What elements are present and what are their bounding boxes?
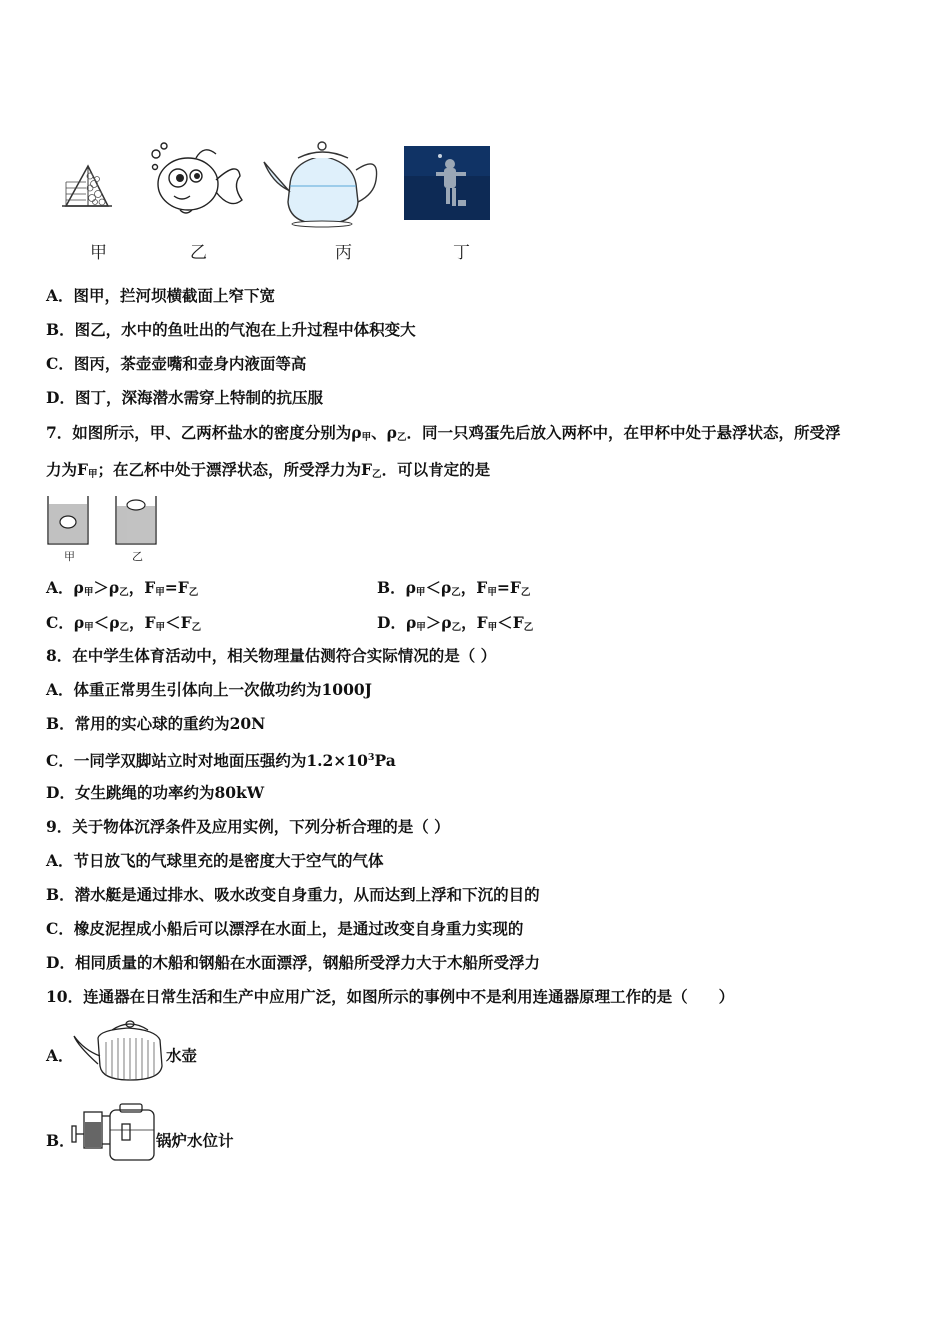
q9-option-b: B．潜水艇是通过排水、吸水改变自身重力，从而达到上浮和下沉的目的 xyxy=(46,885,540,904)
caption-jia: 甲 xyxy=(90,243,107,263)
q7-option-b: B．$\rho_甲<\rho_乙$，$F_甲=F_乙$ xyxy=(377,578,531,598)
q10-option-b-letter: B． xyxy=(46,1131,75,1150)
q9-stem: 9．关于物体沉浮条件及应用实例，下列分析合理的是（ ） xyxy=(46,817,450,836)
beaker-figure xyxy=(44,492,174,564)
dam-figure xyxy=(62,162,112,208)
boiler-gauge-figure xyxy=(70,1100,160,1164)
kettle-figure xyxy=(72,1016,168,1084)
q8-option-d: D．女生跳绳的功率约为80kW xyxy=(46,783,265,802)
q8-option-a: A．体重正常男生引体向上一次做功约为1000J xyxy=(46,680,373,699)
q8-stem: 8．在中学生体育活动中，相关物理量估测符合实际情况的是（ ） xyxy=(46,646,497,665)
q9-option-d: D．相同质量的木船和钢船在水面漂浮，钢船所受浮力大于木船所受浮力 xyxy=(46,953,540,972)
beaker-label-jia: 甲 xyxy=(64,550,75,563)
caption-bing: 丙 xyxy=(335,243,352,263)
q9-option-c: C．橡皮泥捏成小船后可以漂浮在水面上，是通过改变自身重力实现的 xyxy=(46,919,524,938)
q7-option-a: A．$\rho_甲>\rho_乙$，$F_甲=F_乙$ xyxy=(46,578,199,598)
beaker-label-yi: 乙 xyxy=(132,550,143,563)
caption-yi: 乙 xyxy=(190,243,207,263)
q6-option-b: B．图乙，水中的鱼吐出的气泡在上升过程中体积变大 xyxy=(46,320,416,339)
q7-stem-line1: 7．如图所示，甲、乙两杯盐水的密度分别为$\rho_甲$、$\rho_乙$．同一只鸡蛋先后放入两杯中，在甲杯中处于悬浮状态，所受浮 xyxy=(46,423,841,443)
q7-stem-line2: 力为$F_甲$；在乙杯中处于漂浮状态，所受浮力为$F_乙$．可以肯定的是 xyxy=(46,460,491,480)
q6-option-c: C．图丙，茶壶壶嘴和壶身内液面等高 xyxy=(46,354,307,373)
q7-option-d: D．$\rho_甲>\rho_乙$，$F_甲<F_乙$ xyxy=(377,613,534,633)
q8-option-b: B．常用的实心球的重约为20N xyxy=(46,714,266,733)
q9-option-a: A．节日放飞的气球里充的是密度大于空气的气体 xyxy=(46,851,384,870)
q10-option-a-letter: A． xyxy=(46,1046,74,1065)
q10-option-b-label: 锅炉水位计 xyxy=(156,1131,234,1150)
q10-stem: 10．连通器在日常生活和生产中应用广泛，如图所示的事例中不是利用连通器原理工作的是（ ） xyxy=(46,987,735,1006)
diver-photo xyxy=(404,146,490,220)
q7-option-c: C．$\rho_甲<\rho_乙$，$F_甲<F_乙$ xyxy=(46,613,202,633)
q6-option-d: D．图丁，深海潜水需穿上特制的抗压服 xyxy=(46,388,323,407)
q8-option-c: C．一同学双脚站立时对地面压强约为$1.2\times 10^3Pa$ xyxy=(46,751,396,770)
caption-ding: 丁 xyxy=(453,243,470,263)
fish-figure xyxy=(146,140,246,216)
q10-option-a-label: 水壶 xyxy=(166,1046,198,1065)
teapot-figure xyxy=(262,132,382,228)
q6-option-a: A．图甲，拦河坝横截面上窄下宽 xyxy=(46,286,276,305)
